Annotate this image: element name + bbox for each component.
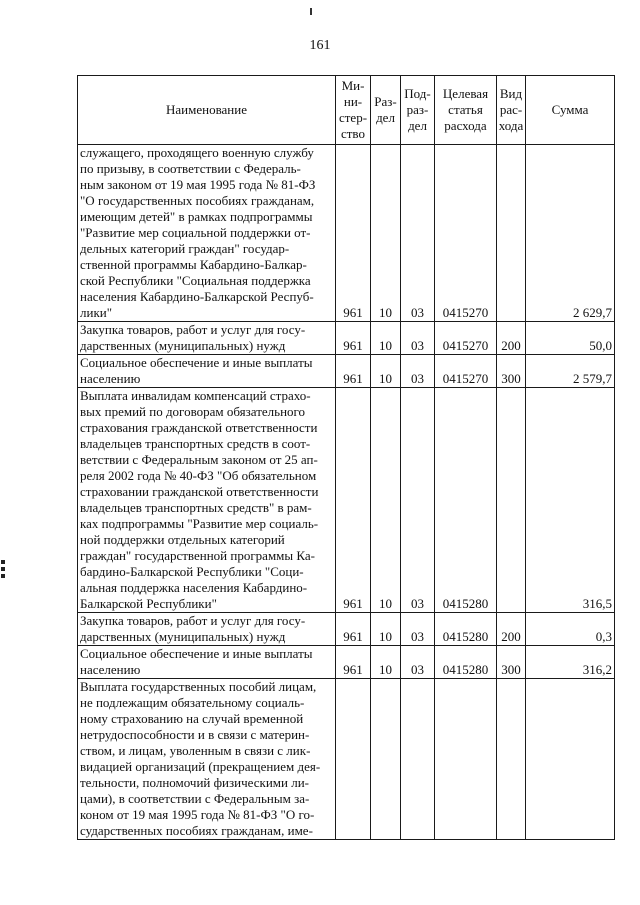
table-row xyxy=(78,322,615,355)
row-amount-cell-text: 2 579,7 xyxy=(573,371,612,386)
row-expense-type-cell xyxy=(497,355,526,388)
row-ministry-cell xyxy=(336,145,371,322)
row-section-cell-text: 10 xyxy=(379,662,392,677)
table-header-row xyxy=(78,76,615,145)
header-section-label: Раз- дел xyxy=(374,94,397,125)
row-ministry-cell xyxy=(336,322,371,355)
row-expense-type-cell-text: 200 xyxy=(501,338,521,353)
row-section-cell xyxy=(371,355,401,388)
row-subsection-cell-text: 03 xyxy=(411,305,424,320)
table-row xyxy=(78,355,615,388)
row-ministry-cell-text: 961 xyxy=(343,338,363,353)
header-expense-type-label: Вид рас- хода xyxy=(498,86,524,133)
table-row xyxy=(78,145,615,322)
row-name-cell xyxy=(78,145,336,322)
row-target-item-cell-text: 0415280 xyxy=(442,662,489,677)
row-ministry-cell xyxy=(336,613,371,646)
row-expense-type-cell-text: 300 xyxy=(501,662,521,677)
row-expense-type-cell-text: 200 xyxy=(501,629,521,644)
row-target-item-cell-text: 0415270 xyxy=(442,338,489,353)
header-expense-type xyxy=(497,76,526,145)
page-number: 161 xyxy=(309,38,331,53)
row-ministry-cell-text: 961 xyxy=(343,629,363,644)
row-amount-cell xyxy=(526,145,615,322)
row-expense-type-cell xyxy=(497,145,526,322)
row-target-item-cell-text: 0415280 xyxy=(442,629,489,644)
row-name-cell-text: Выплата государственных пособий лицам, не подлежащим обязательному социаль- ному страхованию на случай временной нетрудоспособности и в связи с материн- ством, и лицам, уволенным в связи с лик- видацией организаций (прекращением дея- тельности, полномочий физическими ли- цами), в соответствии с Федеральным за- коном от 19 мая 1995 года № 81-ФЗ "О го- сударственных пособиях гражданам, име- xyxy=(80,679,321,838)
row-subsection-cell xyxy=(401,613,435,646)
header-ministry xyxy=(336,76,371,145)
row-ministry-cell-text: 961 xyxy=(343,305,363,320)
row-expense-type-cell xyxy=(497,322,526,355)
row-name-cell-text: Выплата инвалидам компенсаций страхо- вых премий по договорам обязательного страхования гражданской ответственности владельцев транспортных средств в соот- ветствии с Федеральным законом от 25 ап- реля 2002 года № 40-ФЗ "Об обязательном страховании гражданской ответственности владельцев транспортных средств" в рам- ках подпрограммы "Развитие мер социаль- ной поддержки отдельных категорий граждан" государственной программы Ка- бардино-Балкарской Республики "Соци- альная поддержка населения Кабардино- Балкарской Республики" xyxy=(80,388,319,611)
row-amount-cell xyxy=(526,646,615,679)
row-section-cell xyxy=(371,613,401,646)
row-subsection-cell-text: 03 xyxy=(411,596,424,611)
row-ministry-cell-text: 961 xyxy=(343,596,363,611)
row-subsection-cell-text: 03 xyxy=(411,662,424,677)
scan-speck xyxy=(310,8,312,15)
budget-table xyxy=(77,75,615,840)
row-target-item-cell-text: 0415280 xyxy=(442,596,489,611)
row-section-cell-text: 10 xyxy=(379,596,392,611)
row-section-cell xyxy=(371,322,401,355)
header-name: Наименование xyxy=(78,76,336,145)
row-target-item-cell xyxy=(435,355,497,388)
row-subsection-cell xyxy=(401,355,435,388)
row-subsection-cell xyxy=(401,322,435,355)
row-expense-type-cell-text: 300 xyxy=(501,371,521,386)
row-section-cell-text: 10 xyxy=(379,629,392,644)
row-name-cell xyxy=(78,646,336,679)
row-subsection-cell-text: 03 xyxy=(411,371,424,386)
header-target-item xyxy=(435,76,497,145)
row-name-cell xyxy=(78,613,336,646)
row-ministry-cell-text: 961 xyxy=(343,371,363,386)
row-section-cell xyxy=(371,679,401,840)
row-subsection-cell xyxy=(401,145,435,322)
row-amount-cell xyxy=(526,388,615,613)
table-row xyxy=(78,388,615,613)
row-target-item-cell xyxy=(435,646,497,679)
row-section-cell xyxy=(371,646,401,679)
row-name-cell xyxy=(78,355,336,388)
margin-punch-marks xyxy=(1,560,6,581)
row-expense-type-cell xyxy=(497,679,526,840)
row-amount-cell-text: 316,2 xyxy=(582,662,612,677)
row-target-item-cell xyxy=(435,388,497,613)
row-subsection-cell xyxy=(401,679,435,840)
table-row xyxy=(78,613,615,646)
row-section-cell xyxy=(371,388,401,613)
row-amount-cell xyxy=(526,355,615,388)
row-ministry-cell xyxy=(336,646,371,679)
row-name-cell-text: Закупка товаров, работ и услуг для госу- дарственных (муниципальных) нужд xyxy=(80,613,306,644)
row-target-item-cell-text: 0415270 xyxy=(442,371,489,386)
row-subsection-cell-text: 03 xyxy=(411,338,424,353)
row-ministry-cell-text: 961 xyxy=(343,662,363,677)
row-target-item-cell xyxy=(435,679,497,840)
header-target-item-label: Целевая статья расхода xyxy=(442,86,489,133)
row-section-cell xyxy=(371,145,401,322)
row-amount-cell xyxy=(526,679,615,840)
row-amount-cell xyxy=(526,613,615,646)
row-name-cell xyxy=(78,679,336,840)
row-target-item-cell-text: 0415270 xyxy=(442,305,489,320)
row-amount-cell-text: 0,3 xyxy=(595,629,612,644)
row-expense-type-cell xyxy=(497,646,526,679)
table-row xyxy=(78,679,615,840)
row-expense-type-cell xyxy=(497,613,526,646)
row-subsection-cell-text: 03 xyxy=(411,629,424,644)
row-name-cell-text: Закупка товаров, работ и услуг для госу- дарственных (муниципальных) нужд xyxy=(80,322,306,353)
header-amount: Сумма xyxy=(526,76,615,145)
header-subsection-label: Под- раз- дел xyxy=(404,86,431,133)
row-ministry-cell xyxy=(336,355,371,388)
row-name-cell-text: служащего, проходящего военную службу по призыву, в соответствии с Федераль- ным законом от 19 мая 1995 года № 81-ФЗ "О государственных пособиях гражданам, имеющим детей" в рамках подпрограммы "Развитие мер социальной поддержки от- дельных категорий граждан" государ- ственной программы Кабардино-Балкар- ской Республики "Социальная поддержка населения Кабардино-Балкарской Респуб- лики" xyxy=(80,145,316,320)
header-subsection xyxy=(401,76,435,145)
row-target-item-cell xyxy=(435,322,497,355)
row-name-cell-text: Социальное обеспечение и иные выплаты населению xyxy=(80,646,313,677)
row-subsection-cell xyxy=(401,646,435,679)
row-amount-cell-text: 2 629,7 xyxy=(573,305,612,320)
row-section-cell-text: 10 xyxy=(379,338,392,353)
row-amount-cell-text: 316,5 xyxy=(582,596,612,611)
header-ministry-label: Ми- ни- стер- ство xyxy=(338,78,368,141)
row-ministry-cell xyxy=(336,679,371,840)
row-name-cell xyxy=(78,322,336,355)
row-expense-type-cell xyxy=(497,388,526,613)
row-name-cell-text: Социальное обеспечение и иные выплаты населению xyxy=(80,355,313,386)
row-name-cell xyxy=(78,388,336,613)
row-amount-cell xyxy=(526,322,615,355)
row-target-item-cell xyxy=(435,145,497,322)
row-ministry-cell xyxy=(336,388,371,613)
row-target-item-cell xyxy=(435,613,497,646)
row-section-cell-text: 10 xyxy=(379,371,392,386)
table-row xyxy=(78,646,615,679)
row-amount-cell-text: 50,0 xyxy=(589,338,612,353)
row-section-cell-text: 10 xyxy=(379,305,392,320)
header-section xyxy=(371,76,401,145)
row-subsection-cell xyxy=(401,388,435,613)
